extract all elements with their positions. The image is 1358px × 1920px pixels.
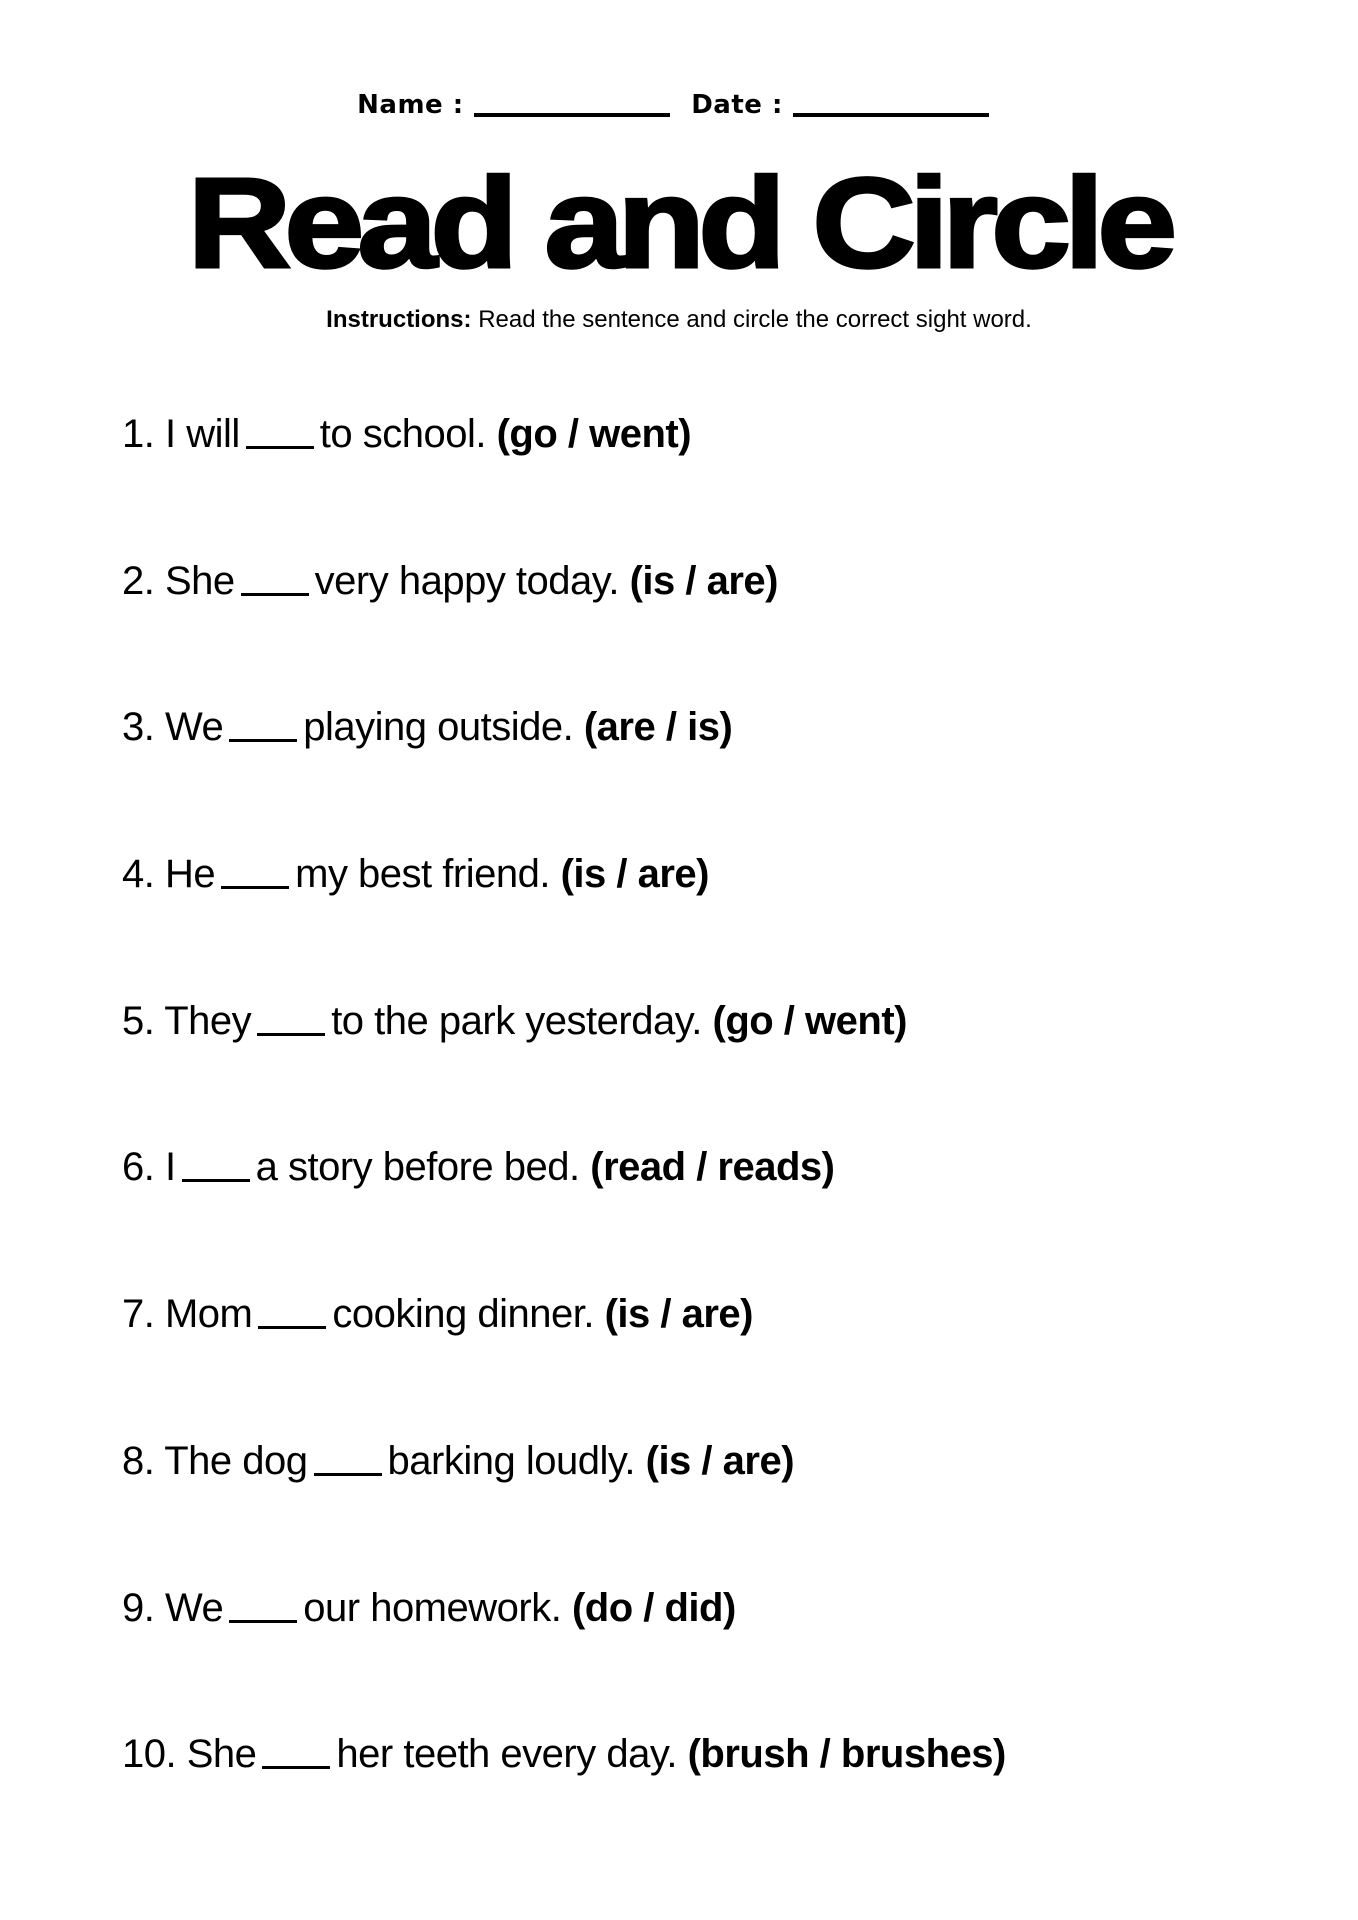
question-text-before: I xyxy=(164,1145,176,1190)
answer-blank[interactable] xyxy=(229,739,297,742)
question-text-after: our homework. xyxy=(303,1585,562,1630)
question-text-after: my best friend. xyxy=(295,852,550,897)
word-choices[interactable]: (go / went) xyxy=(712,998,907,1043)
instructions-text: Read the sentence and circle the correct sight word. xyxy=(478,306,1032,333)
answer-blank[interactable] xyxy=(246,446,314,449)
question-number: 10. xyxy=(122,1732,177,1777)
answer-blank[interactable] xyxy=(221,886,289,889)
question-text-before: We xyxy=(164,1585,224,1630)
question-text-before: Mom xyxy=(164,1292,253,1337)
question-text-before: She xyxy=(164,558,235,603)
answer-blank[interactable] xyxy=(314,1473,382,1476)
word-choices[interactable]: (is / are) xyxy=(604,1292,753,1337)
question-item-8 xyxy=(122,1435,1006,1582)
question-text-after: to the park yesterday. xyxy=(331,998,702,1043)
question-number: 6. xyxy=(122,1145,155,1190)
question-text-after: a story before bed. xyxy=(255,1145,580,1190)
word-choices[interactable]: (do / did) xyxy=(571,1585,736,1630)
question-text-before: She xyxy=(186,1732,257,1777)
question-item-2 xyxy=(122,555,1006,702)
word-choices[interactable]: (read / reads) xyxy=(590,1145,835,1190)
question-text-before: The dog xyxy=(164,1438,308,1483)
instructions xyxy=(0,306,1358,334)
question-item-4 xyxy=(122,848,1006,995)
name-blank-line[interactable] xyxy=(474,113,670,117)
answer-blank[interactable] xyxy=(257,1033,325,1036)
word-choices[interactable]: (go / went) xyxy=(496,412,692,456)
question-number: 8. xyxy=(122,1438,155,1483)
question-text-before: They xyxy=(164,998,252,1043)
question-text-after: cooking dinner. xyxy=(332,1292,594,1337)
question-number: 2. xyxy=(122,558,155,603)
question-item-3 xyxy=(122,701,1006,848)
question-list xyxy=(122,408,1006,1875)
date-label: Date : xyxy=(691,90,783,120)
name-label: Name : xyxy=(357,90,464,120)
question-text-after: barking loudly. xyxy=(387,1438,635,1483)
question-item-7 xyxy=(122,1288,1006,1435)
word-choices[interactable]: (is / are) xyxy=(645,1438,795,1483)
name-date-header xyxy=(0,90,1358,120)
question-text-before: He xyxy=(164,852,216,897)
question-text-after: to school. xyxy=(319,412,486,456)
answer-blank[interactable] xyxy=(258,1326,326,1329)
word-choices[interactable]: (is / are) xyxy=(629,558,778,603)
question-item-1 xyxy=(122,408,1006,555)
word-choices[interactable]: (are / is) xyxy=(583,705,733,750)
answer-blank[interactable] xyxy=(182,1179,250,1182)
question-number: 3. xyxy=(122,705,155,750)
answer-blank[interactable] xyxy=(262,1766,330,1769)
question-text-after: her teeth every day. xyxy=(336,1732,677,1777)
question-text-after: very happy today. xyxy=(314,558,619,603)
answer-blank[interactable] xyxy=(229,1620,297,1623)
question-number: 5. xyxy=(122,998,155,1043)
question-text-before: I will xyxy=(164,412,240,456)
date-blank-line[interactable] xyxy=(793,113,989,117)
instructions-lead: Instructions: xyxy=(326,306,472,333)
answer-blank[interactable] xyxy=(241,593,309,596)
word-choices[interactable]: (is / are) xyxy=(560,852,709,897)
question-number: 1. xyxy=(122,412,155,456)
question-text-before: We xyxy=(164,705,224,750)
question-number: 9. xyxy=(122,1585,155,1630)
question-item-9 xyxy=(122,1582,1006,1729)
question-number: 4. xyxy=(122,852,155,897)
question-number: 7. xyxy=(122,1292,155,1337)
word-choices[interactable]: (brush / brushes) xyxy=(687,1732,1006,1777)
question-item-5 xyxy=(122,995,1006,1142)
question-text-after: playing outside. xyxy=(303,705,574,750)
page-title: Read and Circle xyxy=(187,152,1171,295)
question-item-6 xyxy=(122,1141,1006,1288)
question-item-10 xyxy=(122,1728,1006,1875)
